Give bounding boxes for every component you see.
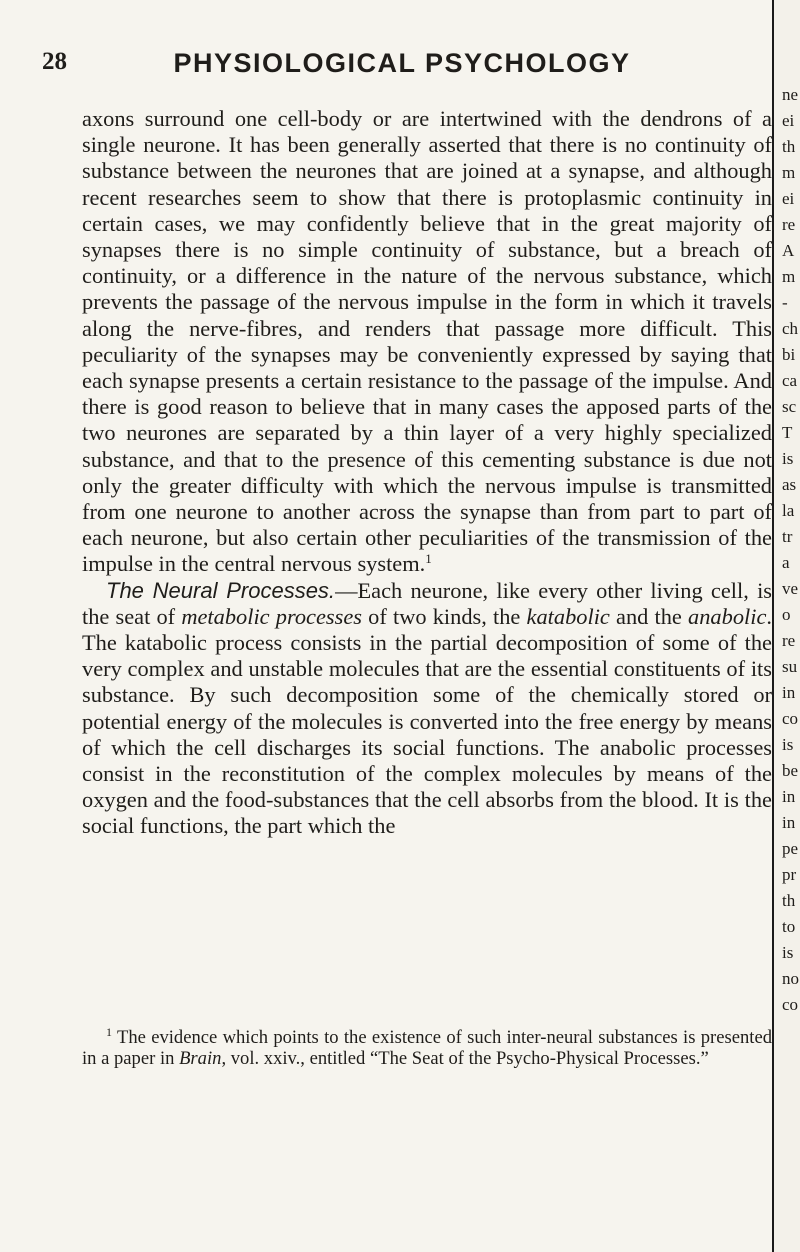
margin-fragment: su xyxy=(782,657,798,676)
page-number: 28 xyxy=(42,48,67,75)
margin-fragment: A xyxy=(782,241,795,260)
margin-fragment: as xyxy=(782,475,797,494)
running-title: PHYSIOLOGICAL PSYCHOLOGY xyxy=(173,48,631,78)
margin-fragment: be xyxy=(782,761,799,780)
margin-fragment: no xyxy=(782,969,799,988)
facing-page-fragments xyxy=(782,82,800,1018)
paragraph-text-segment: . The katabolic process consists in the partial decomposition of some of the very complex and unstable molecules that are the essential constituents of its substance. By such decomposition some of the chemically stored or potential energy of the molecules is converted into the free energy by means of which the cell discharges its social functions. The anabolic processes consist in the reconstitution of the complex molecules by means of the oxygen and the food-substances that the cell absorbs from the blood. It is the social functions, the part which the xyxy=(82,603,772,839)
footnote-reference: 1 xyxy=(425,551,432,567)
margin-fragment: ei xyxy=(782,111,795,130)
margin-fragment: th xyxy=(782,137,796,156)
margin-fragment: pr xyxy=(782,865,797,884)
margin-fragment: la xyxy=(782,501,795,520)
emphasis-metabolic: metabolic processes xyxy=(181,603,362,629)
margin-fragment: in xyxy=(782,683,796,702)
margin-fragment: tr xyxy=(782,527,793,546)
margin-fragment: in xyxy=(782,813,796,832)
emphasis-anabolic: anabolic xyxy=(688,603,767,629)
margin-fragment: ca xyxy=(782,371,798,390)
margin-fragment: ve xyxy=(782,579,799,598)
paragraph-neural-processes xyxy=(82,578,772,840)
margin-fragment: o xyxy=(782,605,791,624)
margin-fragment: re xyxy=(782,631,796,650)
margin-fragment: to xyxy=(782,917,796,936)
page-header xyxy=(42,48,762,82)
paragraph-text-segment: of two kinds, the xyxy=(362,603,527,629)
margin-fragment: bi xyxy=(782,345,796,364)
facing-page-edge xyxy=(772,0,800,1252)
footnote xyxy=(82,1027,772,1069)
margin-fragment: co xyxy=(782,995,799,1014)
footnote-text: The evidence which points to the existence of such inter-neural substances is presented in a paper in xyxy=(82,1027,772,1069)
margin-fragment: is xyxy=(782,735,794,754)
footnote-journal: Brain xyxy=(179,1048,222,1069)
margin-fragment: T xyxy=(782,423,793,442)
margin-fragment: is xyxy=(782,449,794,468)
margin-fragment: ei xyxy=(782,189,795,208)
margin-fragment: ne xyxy=(782,85,799,104)
margin-fragment: ch xyxy=(782,319,799,338)
margin-fragment: pe xyxy=(782,839,799,858)
margin-fragment: sc xyxy=(782,397,797,416)
margin-fragment: m xyxy=(782,267,796,286)
paragraph-synapse xyxy=(82,106,772,578)
margin-fragment: is xyxy=(782,943,794,962)
margin-fragment: - xyxy=(782,293,788,312)
margin-fragment: in xyxy=(782,787,796,806)
margin-fragment: re xyxy=(782,215,796,234)
section-heading: The Neural Processes. xyxy=(106,577,336,603)
emphasis-katabolic: katabolic xyxy=(526,603,610,629)
margin-fragment: m xyxy=(782,163,796,182)
footnote-text-end: , vol. xxiv., entitled “The Seat of the Psycho-Physical Processes.” xyxy=(221,1048,709,1069)
paragraph-text-segment: —Each neurone, like every other living cell, is the seat of xyxy=(82,577,773,629)
body-text xyxy=(82,106,772,840)
margin-fragment: a xyxy=(782,553,790,572)
margin-fragment: th xyxy=(782,891,796,910)
footnote-mark: 1 xyxy=(106,1025,112,1039)
paragraph-synapse-text: axons surround one cell-body or are intertwined with the dendrons of a single neurone. It has been generally asserted that there is no continuity of substance between the neurones that are joined at a synapse, and although recent researches seem to show that there is protoplasmic continuity in certain cases, we may confidently believe that in the great majority of synapses there is no simple continuity of substance, but a breach of continuity, or a difference in the nature of the nervous substance, which prevents the passage of the nervous impulse in the form in which it travels along the nerve-fibres, and renders that passage more difficult. This peculiarity of the synapses may be conveniently expressed by saying that each synapse presents a certain resistance to the passage of the impulse. And there is good reason to believe that in many cases the apposed parts of the two neurones are separated by a thin layer of a very highly specialized substance, and that to the presence of this cementing substance is due not only the greater difficulty with which the nervous impulse is transmitted from one neurone to another across the synapse than from part to part of each neurone, but also certain other peculiarities of the transmission of the impulse in the central nervous system. xyxy=(82,106,772,577)
margin-fragment: co xyxy=(782,709,799,728)
paragraph-text-segment: and the xyxy=(609,603,689,629)
